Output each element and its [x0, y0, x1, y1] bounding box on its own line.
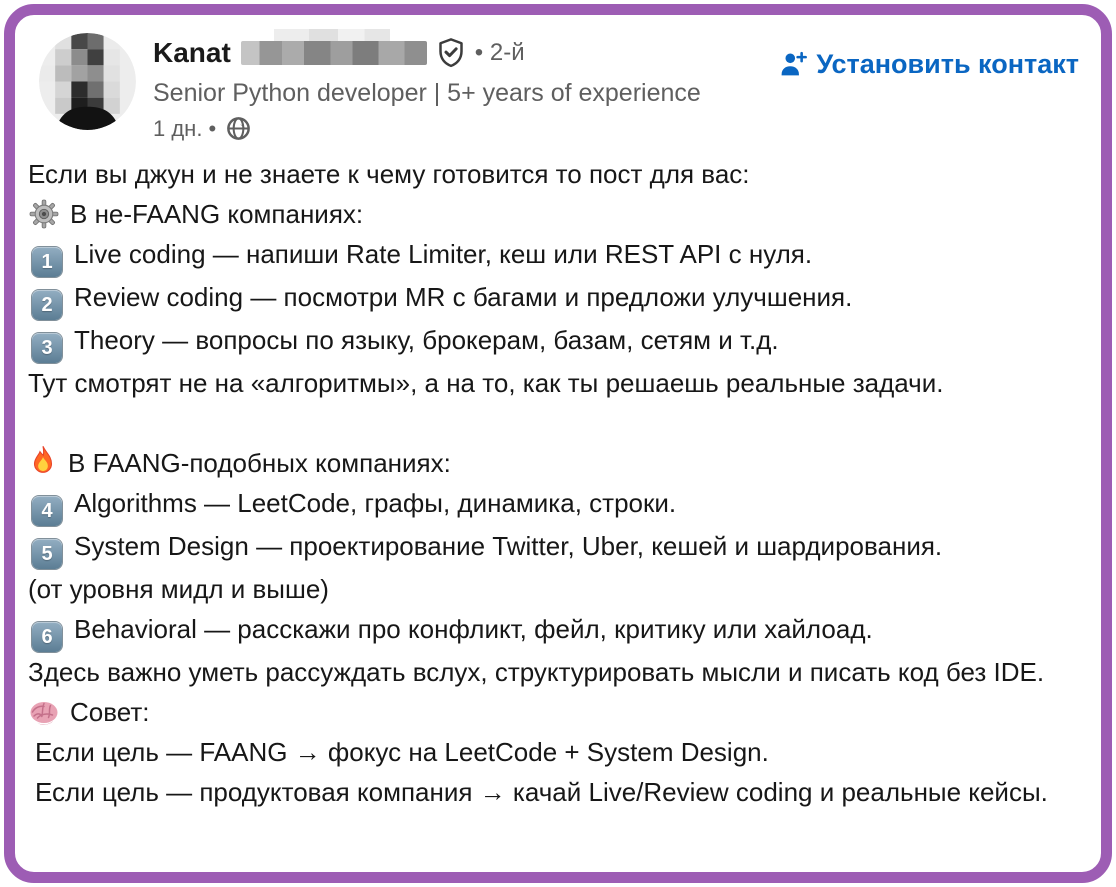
connection-degree: • 2-й — [474, 39, 525, 66]
keycap-4-icon: 4 — [32, 496, 62, 526]
keycap-2-icon: 2 — [32, 290, 62, 320]
person-add-icon — [778, 49, 809, 80]
author-info — [153, 33, 701, 142]
post-line: Здесь важно уметь рассуждать вслух, структурировать мысли и писать код без IDE. — [28, 657, 1045, 687]
brain-icon — [28, 700, 60, 728]
avatar[interactable] — [39, 33, 136, 130]
connect-label: Установить контакт — [816, 49, 1079, 79]
post-line: 5 System Design — проектирование Twitter, Uber, кешей и шардирования. — [28, 526, 1061, 569]
post-line: 6 Behavioral — расскажи про конфликт, фейл, критику или хайлоад. — [28, 609, 1061, 652]
verified-badge-icon — [436, 37, 466, 69]
post-line: Если цель — продуктовая компания → качай Live/Review coding и реальные кейсы. — [35, 777, 1048, 807]
fire-icon — [28, 445, 58, 479]
keycap-5-icon: 5 — [32, 539, 62, 569]
post-line: 3 Theory — вопросы по языку, брокерам, базам, сетям и т.д. — [28, 320, 1061, 363]
post-time: 1 дн. • — [153, 115, 217, 141]
author-name-redacted — [241, 41, 427, 65]
post-line: Тут смотрят не на «алгоритмы», а на то, как ты решаешь реальные задачи. — [28, 368, 944, 398]
author-name-row — [153, 34, 701, 72]
post-line: 2 Review coding — посмотри MR с багами и предложи улучшения. — [28, 277, 1061, 320]
keycap-1-icon: 1 — [32, 247, 62, 277]
keycap-6-icon: 6 — [32, 622, 62, 652]
post-header — [15, 15, 1101, 142]
blank-line — [28, 403, 1061, 443]
post-line: В FAANG-подобных компаниях: — [28, 443, 1061, 483]
post-line: Если вы джун и не знаете к чему готовится то пост для вас: — [28, 159, 750, 189]
globe-icon — [225, 115, 252, 142]
post-line: Совет: — [28, 692, 1061, 732]
post-line: Если цель — FAANG → фокус на LeetCode + System Design. — [35, 737, 769, 767]
post-line: 4 Algorithms — LeetCode, графы, динамика, строки. — [28, 483, 1061, 526]
post-meta — [153, 115, 701, 142]
post-body — [15, 142, 1101, 828]
connect-button[interactable] — [778, 33, 1079, 80]
post-line: 1 Live coding — напиши Rate Limiter, кеш или REST API с нуля. — [28, 234, 1061, 277]
author-headline: Senior Python developer | 5+ years of experience — [153, 79, 701, 107]
post-card — [4, 4, 1112, 883]
avatar-pixelated-image — [39, 33, 136, 130]
post-line: В не-FAANG компаниях: — [28, 194, 1061, 234]
author-name[interactable]: Kanat — [153, 37, 231, 68]
keycap-3-icon: 3 — [32, 333, 62, 363]
gear-icon — [28, 198, 60, 230]
post-line: (от уровня мидл и выше) — [28, 574, 329, 604]
